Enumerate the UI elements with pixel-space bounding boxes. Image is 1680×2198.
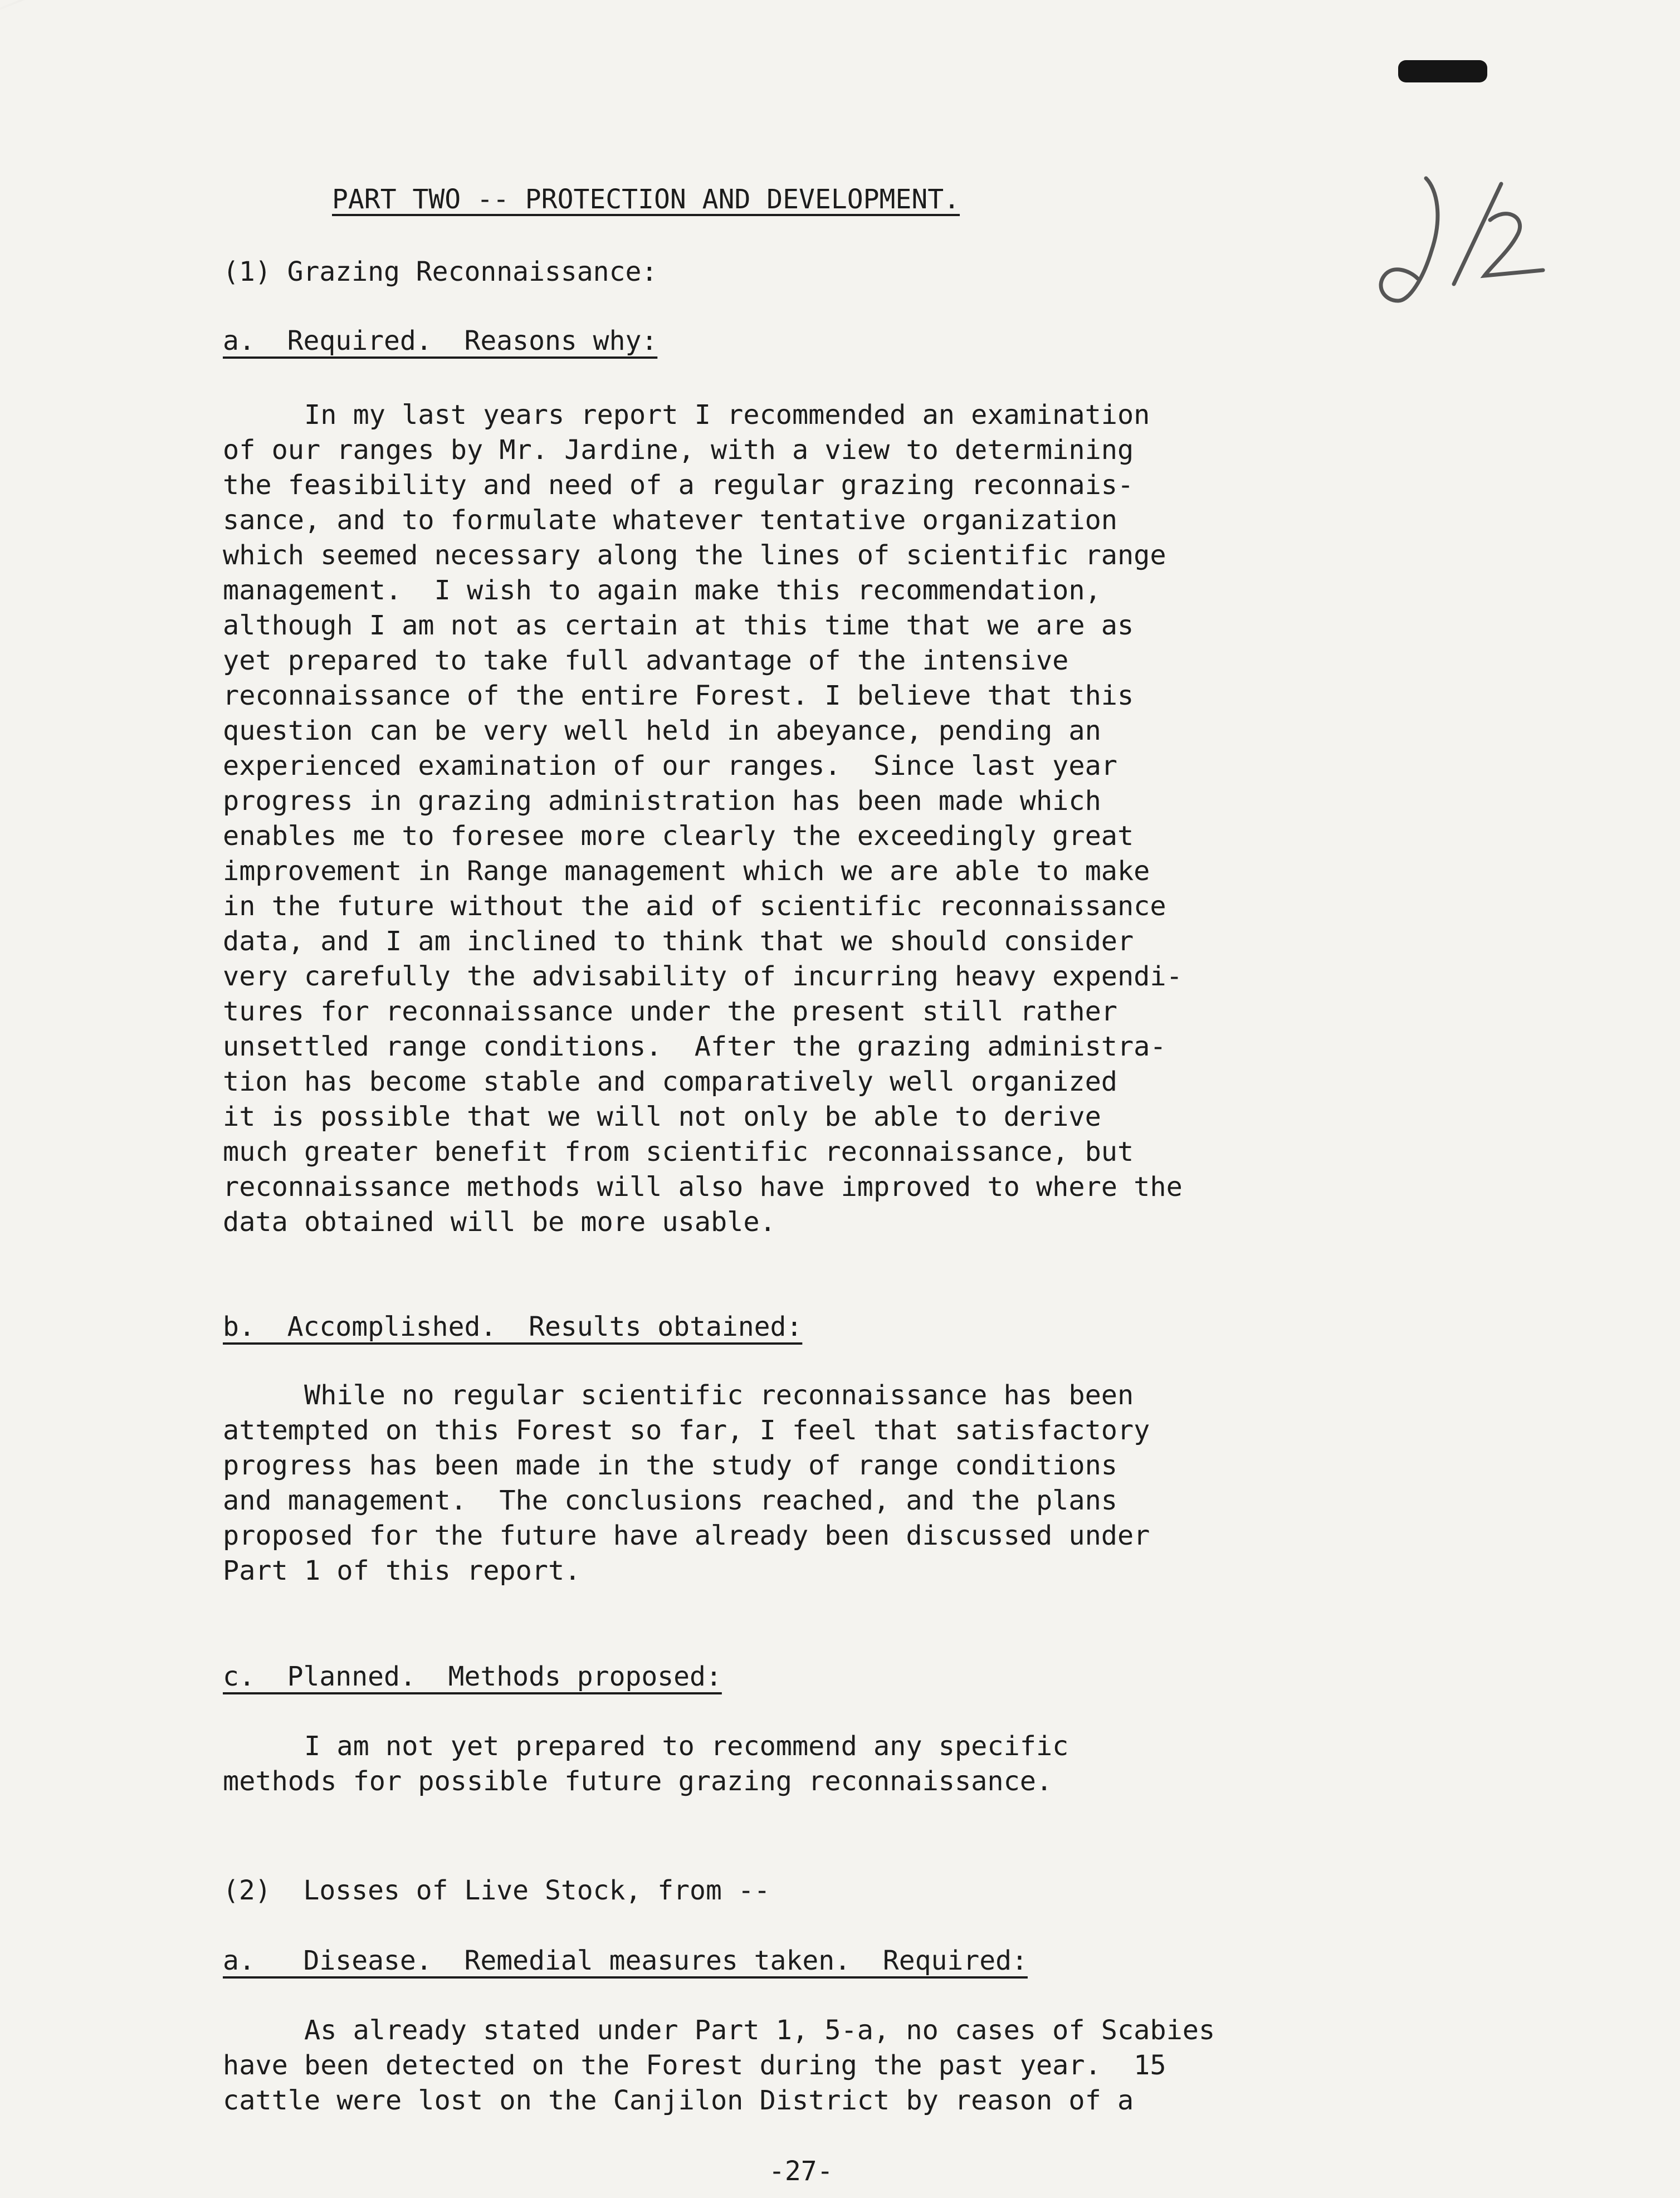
text-line: experienced examination of our ranges. Since last year xyxy=(223,750,1117,781)
text-line: unsettled range conditions. After the grazing administra- xyxy=(223,1031,1166,1062)
text-line: tures for reconnaissance under the present still rather xyxy=(223,996,1117,1027)
section1c-body xyxy=(223,1729,1068,1799)
text-line: tion has become stable and comparatively well organized xyxy=(223,1066,1117,1097)
text-line: the feasibility and need of a regular grazing reconnais- xyxy=(223,470,1134,501)
section1c-title: c. Planned. Methods proposed: xyxy=(223,1661,722,1692)
text-line: yet prepared to take full advantage of the intensive xyxy=(223,645,1069,676)
text-line: it is possible that we will not only be able to derive xyxy=(223,1101,1101,1132)
page-heading: PART TWO -- PROTECTION AND DEVELOPMENT. xyxy=(332,184,960,215)
text-line: sance, and to formulate whatever tentative organization xyxy=(223,505,1117,536)
text-line: improvement in Range management which we are able to make xyxy=(223,856,1150,887)
section2a-body xyxy=(223,2013,1215,2118)
text-line: enables me to foresee more clearly the exceedingly great xyxy=(223,820,1134,852)
text-line: Part 1 of this report. xyxy=(223,1555,581,1586)
section1a-body xyxy=(223,398,1183,1240)
text-line: data obtained will be more usable. xyxy=(223,1207,776,1238)
text-line: reconnaissance methods will also have improved to where the xyxy=(223,1171,1183,1203)
text-line: question can be very well held in abeyance, pending an xyxy=(223,715,1101,746)
text-line: although I am not as certain at this time that we are as xyxy=(223,610,1134,641)
text-line: progress in grazing administration has been made which xyxy=(223,785,1101,817)
text-line: As already stated under Part 1, 5-a, no cases of Scabies xyxy=(223,2015,1215,2046)
section1-title: (1) Grazing Reconnaissance: xyxy=(223,256,658,287)
text-line: methods for possible future grazing reconnaissance. xyxy=(223,1766,1053,1797)
section2a-title: a. Disease. Remedial measures taken. Required: xyxy=(223,1945,1028,1976)
text-line: attempted on this Forest so far, I feel that satisfactory xyxy=(223,1415,1150,1446)
text-line: of our ranges by Mr. Jardine, with a view to determining xyxy=(223,434,1134,466)
text-line: progress has been made in the study of range conditions xyxy=(223,1450,1117,1481)
text-line: reconnaissance of the entire Forest. I believe that this xyxy=(223,680,1134,711)
text-line: and management. The conclusions reached, and the plans xyxy=(223,1485,1117,1516)
text-line: in the future without the aid of scientific reconnaissance xyxy=(223,891,1166,922)
text-line: While no regular scientific reconnaissance has been xyxy=(223,1380,1134,1411)
text-line: In my last years report I recommended an examination xyxy=(223,399,1150,431)
handwritten-annotation xyxy=(1359,167,1560,334)
text-line: very carefully the advisability of incurring heavy expendi- xyxy=(223,961,1183,992)
text-line: cattle were lost on the Canjilon District by reason of a xyxy=(223,2085,1134,2116)
text-line: proposed for the future have already been discussed under xyxy=(223,1520,1150,1551)
section2-title: (2) Losses of Live Stock, from -- xyxy=(223,1875,770,1906)
text-line: management. I wish to again make this recommendation, xyxy=(223,575,1101,606)
page-number: -27- xyxy=(769,2156,833,2187)
section1b-body xyxy=(223,1378,1150,1589)
section1a-title: a. Required. Reasons why: xyxy=(223,325,658,356)
ink-stamp xyxy=(1398,60,1487,82)
text-line: which seemed necessary along the lines of scientific range xyxy=(223,540,1166,571)
text-line: data, and I am inclined to think that we should consider xyxy=(223,926,1134,957)
section1b-title: b. Accomplished. Results obtained: xyxy=(223,1311,803,1342)
text-line: much greater benefit from scientific reconnaissance, but xyxy=(223,1136,1134,1168)
paper-crease xyxy=(0,0,484,19)
text-line: I am not yet prepared to recommend any specific xyxy=(223,1731,1069,1762)
text-line: have been detected on the Forest during the past year. 15 xyxy=(223,2050,1166,2081)
